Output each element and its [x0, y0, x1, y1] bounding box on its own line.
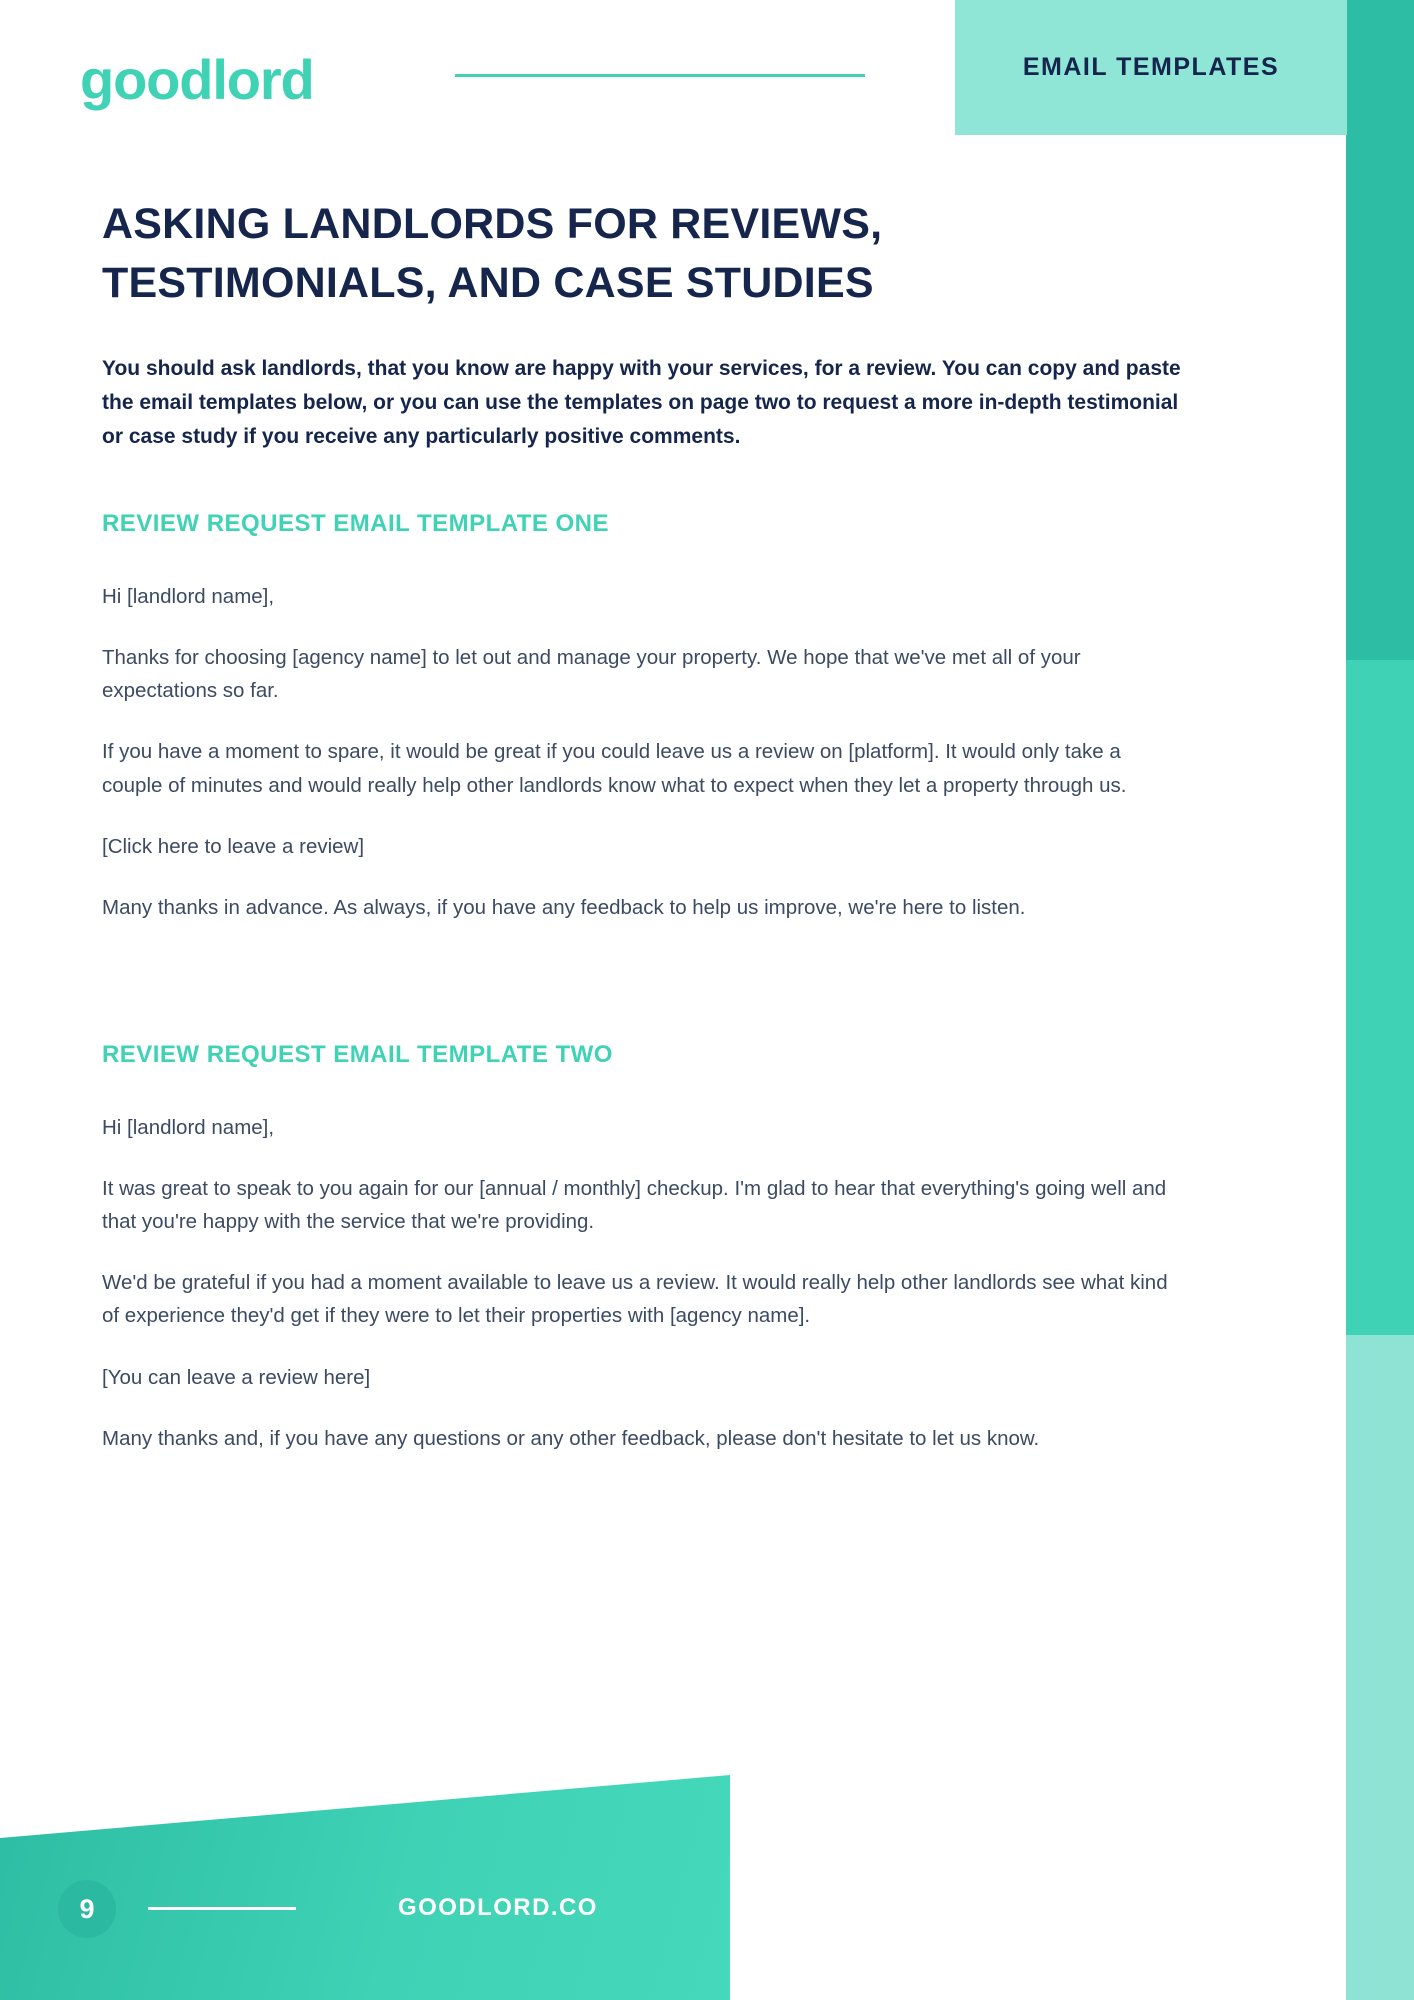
footer-website: GOODLORD.CO: [398, 1894, 598, 1921]
page-title: ASKING LANDLORDS FOR REVIEWS, TESTIMONIALS, AND CASE STUDIES: [102, 200, 883, 308]
section-heading-one: REVIEW REQUEST EMAIL TEMPLATE ONE: [102, 509, 609, 537]
section-one-review-link[interactable]: [Click here to leave a review]: [102, 834, 365, 858]
header-divider-line: [455, 74, 865, 77]
goodlord-logo: goodlord: [80, 48, 314, 111]
header-category-label: EMAIL TEMPLATES: [1022, 53, 1280, 81]
section-two-paragraph-1: Hi [landlord name],: [102, 1115, 275, 1139]
document-content: [102, 195, 1182, 1476]
section-heading-two: REVIEW REQUEST EMAIL TEMPLATE TWO: [102, 1040, 613, 1068]
section-one-paragraph-1: Hi [landlord name],: [102, 584, 275, 608]
section-spacer: [102, 945, 1182, 985]
right-accent-bar-bottom: [1346, 1335, 1414, 2000]
section-two-paragraph-2: It was great to speak to you again for our [annual / monthly] checkup. I'm glad to hear that everything's going well and that you're happy with the service that we're providing.: [102, 1176, 1167, 1234]
page-number-badge: 9: [58, 1880, 116, 1938]
footer-banner: [0, 1775, 730, 2000]
right-accent-bar-middle: [1346, 660, 1414, 1335]
section-two-paragraph-5: Many thanks and, if you have any questions or any other feedback, please don't hesitate to let us know.: [102, 1426, 1040, 1450]
section-two-paragraph-3: We'd be grateful if you had a moment available to leave us a review. It would really help other landlords see what kind of experience they'd get if they were to let their properties with [agency name].: [102, 1271, 1168, 1328]
section-two-review-link[interactable]: [You can leave a review here]: [102, 1365, 371, 1389]
header-category-tab: [955, 0, 1347, 135]
section-one-paragraph-5: Many thanks in advance. As always, if you have any feedback to help us improve, we're here to listen.: [102, 895, 1026, 919]
page-header: [0, 0, 1414, 135]
intro-paragraph: You should ask landlords, that you know are happy with your services, for a review. You can copy and paste the email templates below, or you can use the templates on page two to request a more in-depth testimonial or case study if you receive any particularly positive comments.: [102, 356, 1181, 448]
section-one-paragraph-3: If you have a moment to spare, it would be great if you could leave us a review on [platform]. It would only take a couple of minutes and would really help other landlords know what to expect when they let a property through us.: [102, 740, 1127, 797]
section-one-paragraph-2: Thanks for choosing [agency name] to let out and manage your property. We hope that we've met all of your expectations so far.: [102, 645, 1081, 703]
footer-divider-line: [148, 1907, 296, 1910]
